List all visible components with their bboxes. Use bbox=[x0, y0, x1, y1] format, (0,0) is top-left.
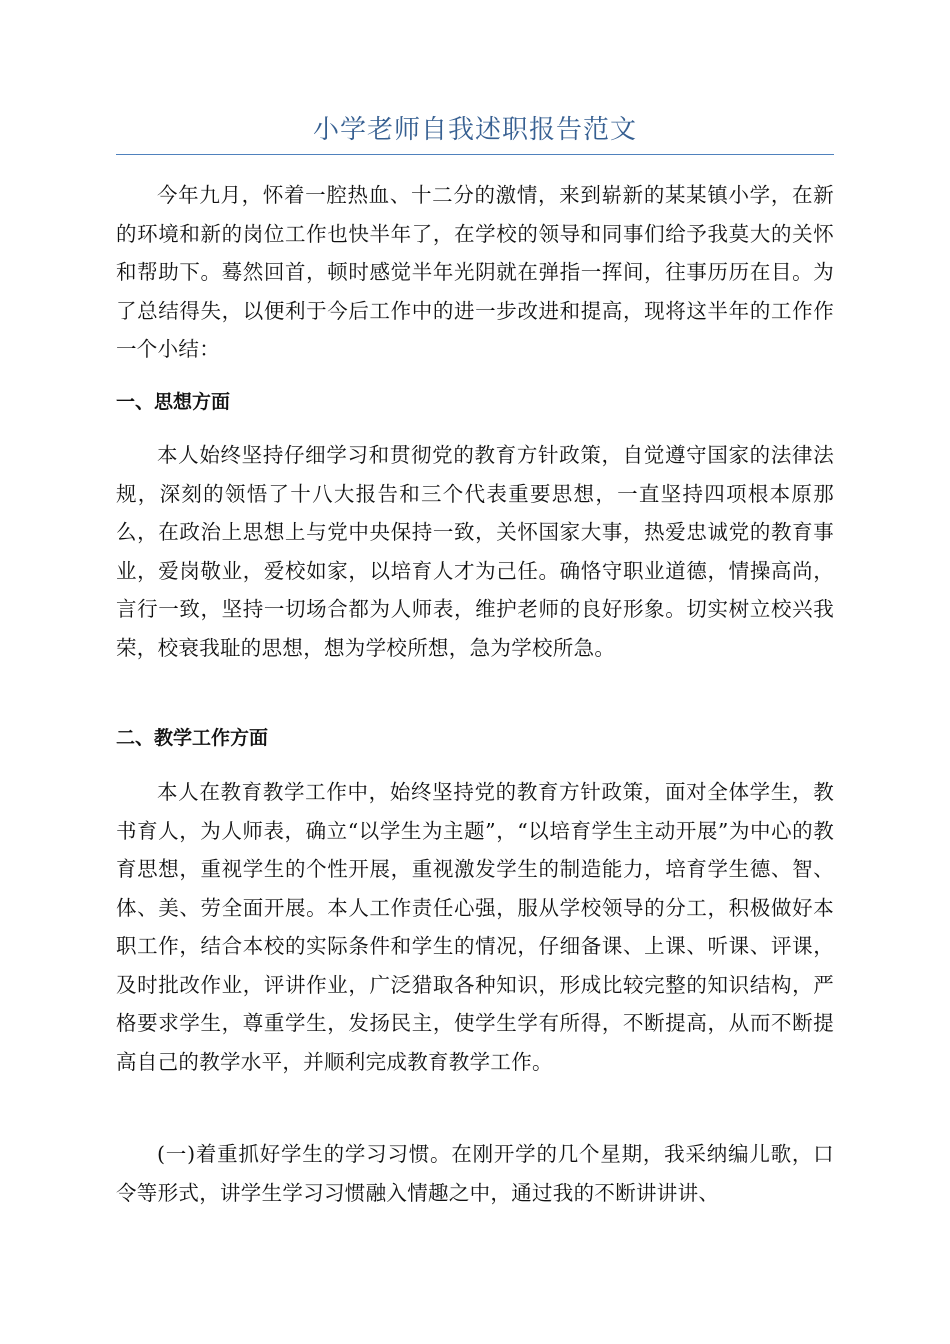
section-paragraph-thought: 本人始终坚持仔细学习和贯彻党的教育方针政策，自觉遵守国家的法律法规，深刻的领悟了十八大报告和三个代表重要思想，一直坚持四项根本原那么，在政治上思想上与党中央保持一致，关怀国家大事，热爱忠诚党的教育事业，爱岗敬业，爱校如家，以培育人才为己任。确恪守职业道德，情操高尚，言行一致，坚持一切场合都为人师表，维护老师的良好形象。切实树立校兴我荣，校衰我耻的思想，想为学校所想，急为学校所急。 bbox=[116, 443, 834, 660]
section-paragraph-teaching: 本人在教育教学工作中，始终坚持党的教育方针政策，面对全体学生，教书育人，为人师表，确立“以学生为主题”，“以培育学生主动开展”为中心的教育思想，重视学生的个性开展，重视激发学生的制造能力，培育学生德、智、体、美、劳全面开展。本人工作责任心强，服从学校领导的分工，积极做好本职工作，结合本校的实际条件和学生的情况，仔细备课、上课、听课、评课，及时批改作业，评讲作业，广泛猎取各种知识，形成比较完整的知识结构，严格要求学生，尊重学生，发扬民主，使学生学有所得，不断提高，从而不断提高自己的教学水平，并顺利完成教育教学工作。 bbox=[116, 780, 834, 1074]
title-underline bbox=[116, 154, 834, 155]
sub-paragraph-study-habits: (一)着重抓好学生的学习习惯。在刚开学的几个星期，我采纳编儿歌，口令等形式，讲学生学习习惯融入情趣之中，通过我的不断讲讲讲、 bbox=[116, 1142, 834, 1205]
intro-paragraph: 今年九月，怀着一腔热血、十二分的激情，来到崭新的某某镇小学，在新的环境和新的岗位工作也快半年了，在学校的领导和同事们给予我莫大的关怀和帮助下。蓦然回首，顿时感觉半年光阴就在弹指一挥间，往事历历在目。为了总结得失，以便利于今后工作中的进一步改进和提高，现将这半年的工作作一个小结： bbox=[116, 183, 834, 361]
section-heading-thought: 一、思想方面 bbox=[116, 391, 231, 413]
document-title: 小学老师自我述职报告范文 bbox=[312, 115, 637, 145]
section-heading-teaching: 二、教学工作方面 bbox=[116, 727, 269, 749]
